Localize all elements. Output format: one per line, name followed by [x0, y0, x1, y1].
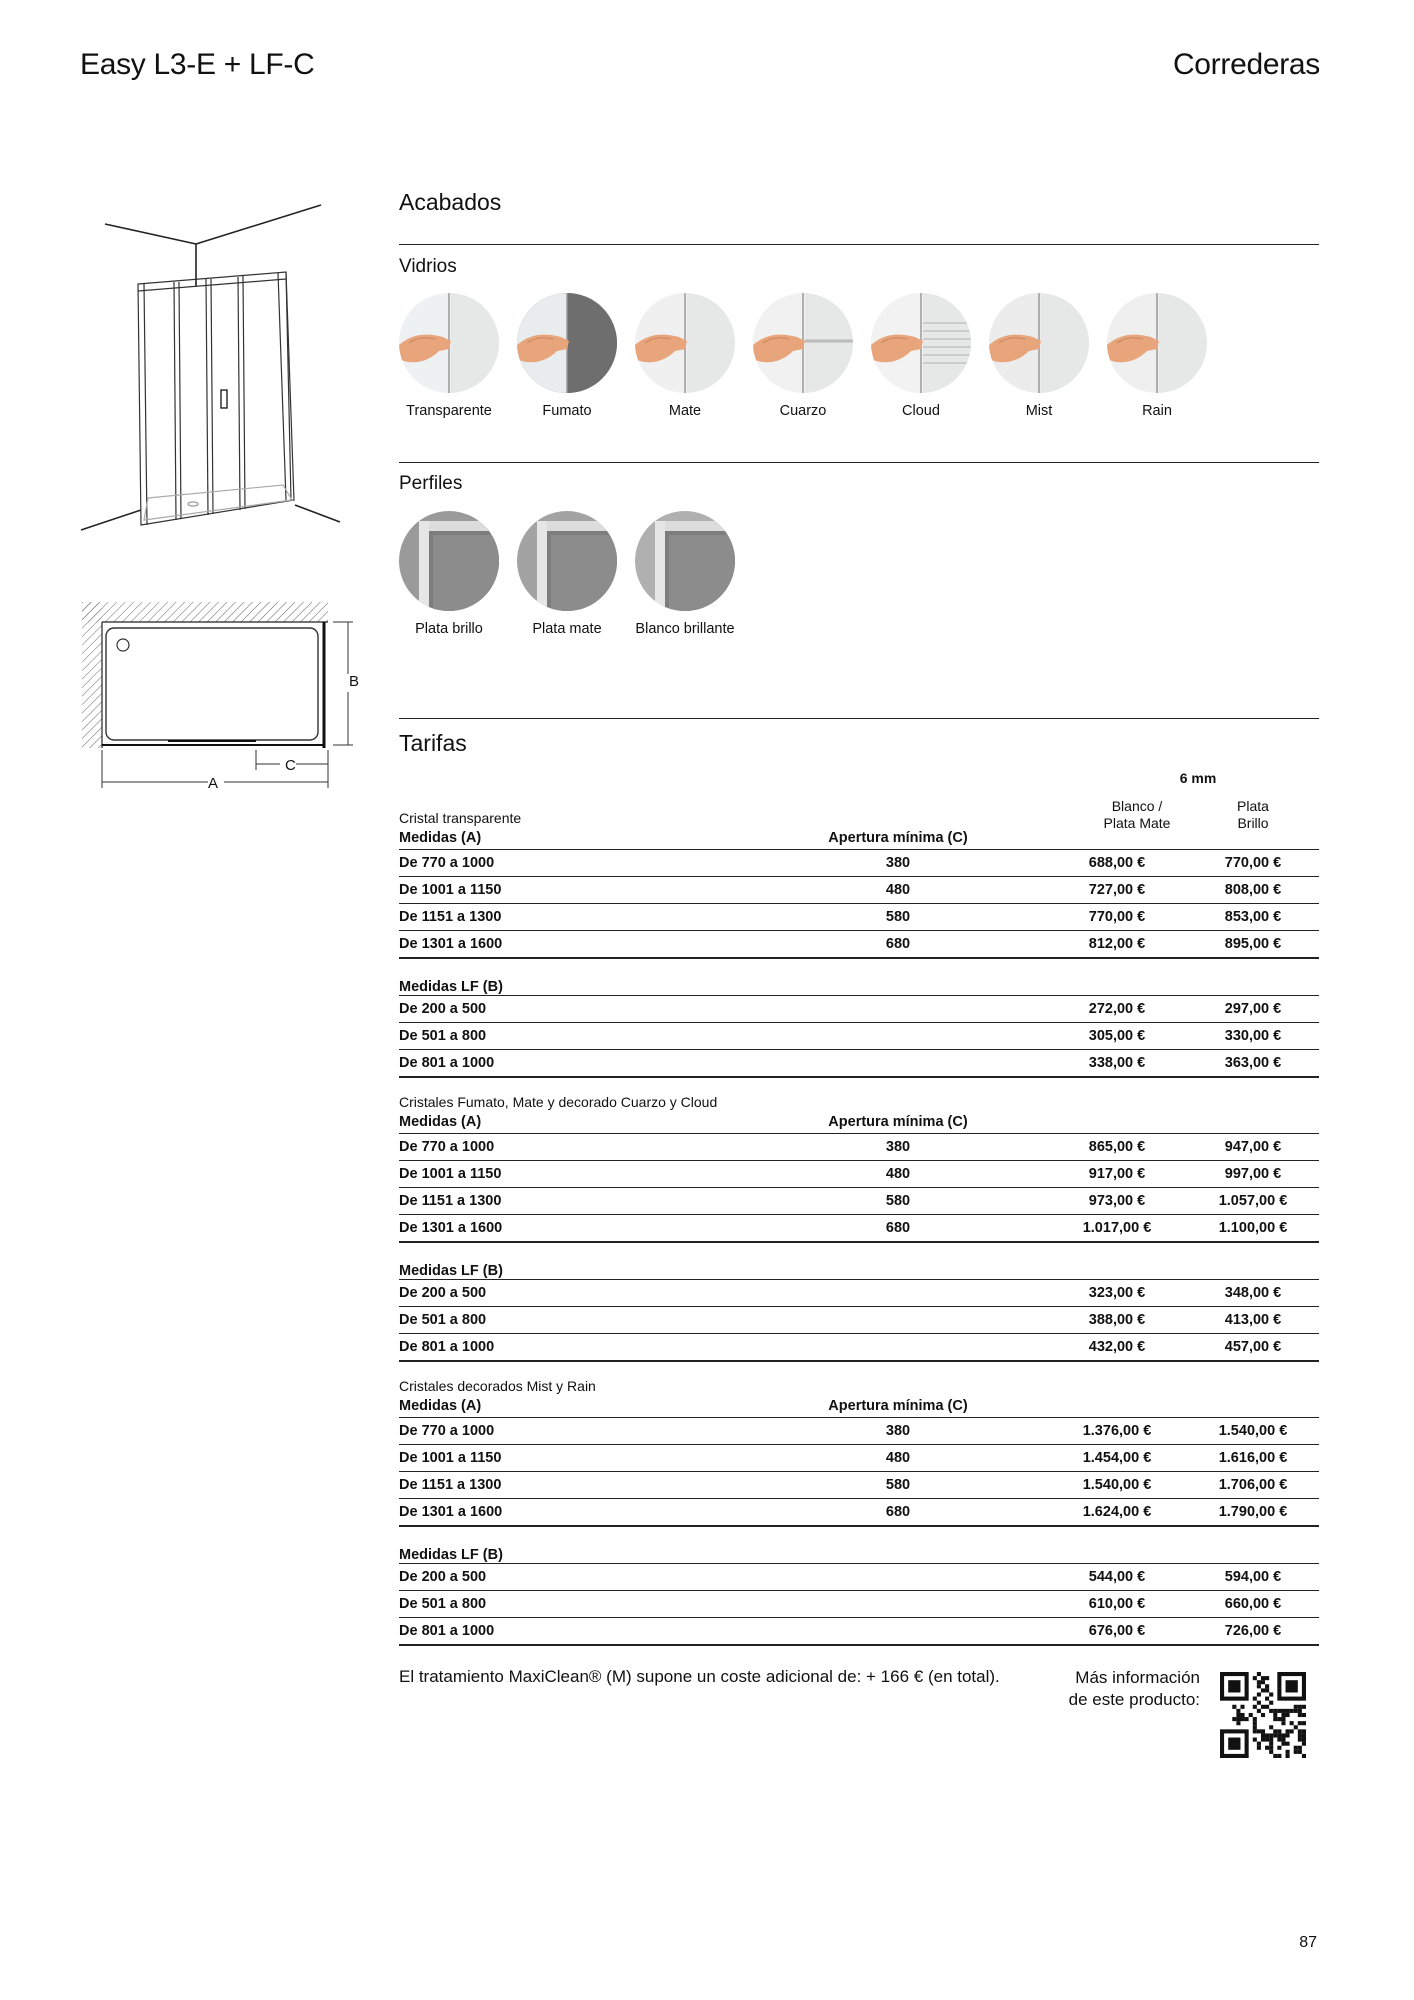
glass-swatch[interactable]	[753, 293, 853, 393]
price-finish2-cell: 1.057,00 €	[1187, 1188, 1319, 1215]
opening-cell: 580	[749, 1472, 1047, 1499]
glass-swatch[interactable]	[399, 293, 499, 393]
glass-swatch-label: Cuarzo	[779, 403, 827, 419]
price-finish2-cell: 413,00 €	[1187, 1307, 1319, 1334]
price-finish2-cell: 808,00 €	[1187, 877, 1319, 904]
price-finish1-cell: 388,00 €	[1047, 1307, 1187, 1334]
range-cell: De 1151 a 1300	[399, 904, 749, 931]
lf-measure-header: Medidas LF (B)	[399, 1242, 1319, 1280]
empty-cell	[749, 1280, 1047, 1307]
maxiclean-note: El tratamiento MaxiClean® (M) supone un coste adicional de: + 166 € (en total).	[399, 1667, 1000, 1686]
table-row	[399, 1472, 1319, 1499]
range-cell: De 1151 a 1300	[399, 1188, 749, 1215]
price-finish1-cell: 812,00 €	[1047, 931, 1187, 959]
table-row	[399, 904, 1319, 931]
table-row	[399, 1023, 1319, 1050]
price-finish1-cell: 688,00 €	[1047, 850, 1187, 877]
opening-cell: 380	[749, 1134, 1047, 1161]
price-finish1-cell: 544,00 €	[1047, 1564, 1187, 1591]
glass-swatch[interactable]	[871, 293, 971, 393]
profile-swatch-label: Plata mate	[532, 621, 602, 637]
price-finish2-cell: 297,00 €	[1187, 996, 1319, 1023]
profiles-title: Perfiles	[399, 473, 463, 494]
more-info-line2: de este producto:	[1068, 1690, 1200, 1709]
glass-swatch[interactable]	[517, 293, 617, 393]
opening-cell: 480	[749, 877, 1047, 904]
price-finish2-cell: 594,00 €	[1187, 1564, 1319, 1591]
profile-swatch[interactable]	[635, 511, 735, 611]
finish1-header-line1: Blanco /	[1111, 798, 1163, 814]
price-finish1-cell: 338,00 €	[1047, 1050, 1187, 1078]
opening-cell: 480	[749, 1445, 1047, 1472]
empty-cell	[749, 1050, 1047, 1078]
empty-header	[1187, 1394, 1319, 1418]
price-finish1-cell: 1.376,00 €	[1047, 1418, 1187, 1445]
price-finish1-cell: 323,00 €	[1047, 1280, 1187, 1307]
finishes-title: Acabados	[399, 189, 502, 215]
qr-code-icon[interactable]	[1220, 1672, 1306, 1758]
range-cell: De 801 a 1000	[399, 1334, 749, 1362]
price-finish1-cell: 610,00 €	[1047, 1591, 1187, 1618]
price-finish2-cell: 660,00 €	[1187, 1591, 1319, 1618]
price-finish2-cell: 853,00 €	[1187, 904, 1319, 931]
more-info-line1: Más información	[1075, 1668, 1200, 1687]
glass-swatch[interactable]	[1107, 293, 1207, 393]
price-finish1-cell: 676,00 €	[1047, 1618, 1187, 1646]
dimension-b-label: B	[349, 673, 360, 690]
range-cell: De 1151 a 1300	[399, 1472, 749, 1499]
glass-swatch-label: Mist	[1025, 403, 1053, 419]
price-finish1-cell: 917,00 €	[1047, 1161, 1187, 1188]
price-finish2-cell: 1.100,00 €	[1187, 1215, 1319, 1243]
empty-header	[1187, 826, 1319, 850]
range-cell: De 200 a 500	[399, 1280, 749, 1307]
range-cell: De 1001 a 1150	[399, 1161, 749, 1188]
range-cell: De 501 a 800	[399, 1307, 749, 1334]
range-cell: De 770 a 1000	[399, 1418, 749, 1445]
opening-cell: 680	[749, 1215, 1047, 1243]
opening-header: Apertura mínima (C)	[749, 1394, 1047, 1418]
measure-header: Medidas (A)	[399, 1110, 749, 1134]
range-cell: De 200 a 500	[399, 996, 749, 1023]
range-cell: De 801 a 1000	[399, 1618, 749, 1646]
price-finish1-cell: 1.540,00 €	[1047, 1472, 1187, 1499]
table-row	[399, 1418, 1319, 1445]
glass-group-title-row	[399, 1077, 1319, 1110]
price-finish2-cell: 770,00 €	[1187, 850, 1319, 877]
tariffs-divider	[399, 718, 1319, 719]
price-finish1-cell: 305,00 €	[1047, 1023, 1187, 1050]
table-row	[399, 1564, 1319, 1591]
range-cell: De 1001 a 1150	[399, 877, 749, 904]
price-table	[399, 766, 1319, 1646]
price-finish2-cell: 363,00 €	[1187, 1050, 1319, 1078]
range-cell: De 801 a 1000	[399, 1050, 749, 1078]
opening-cell: 680	[749, 1499, 1047, 1527]
table-row	[399, 1591, 1319, 1618]
table-row	[399, 1307, 1319, 1334]
glass-title: Vidrios	[399, 256, 457, 277]
profile-swatch-label: Plata brillo	[415, 621, 483, 637]
opening-cell: 680	[749, 931, 1047, 959]
thickness-label: 6 mm	[1179, 770, 1217, 786]
glass-swatch-label: Rain	[1142, 403, 1172, 419]
opening-cell: 380	[749, 850, 1047, 877]
shower-perspective-drawing	[78, 200, 348, 540]
glass-swatch[interactable]	[989, 293, 1089, 393]
glass-group-title: Cristales Fumato, Mate y decorado Cuarzo y Cloud	[399, 1094, 718, 1110]
price-finish2-cell: 726,00 €	[1187, 1618, 1319, 1646]
price-finish1-cell: 1.454,00 €	[1047, 1445, 1187, 1472]
measure-header: Medidas (A)	[399, 1394, 749, 1418]
finishes-divider	[399, 244, 1319, 245]
lf-header-row	[399, 958, 1319, 996]
opening-header: Apertura mínima (C)	[749, 1110, 1047, 1134]
table-row	[399, 1618, 1319, 1646]
group-header-row	[399, 826, 1319, 850]
opening-cell: 580	[749, 904, 1047, 931]
finish2-header-line1: Plata	[1237, 798, 1269, 814]
empty-cell	[749, 1334, 1047, 1362]
empty-cell	[749, 1307, 1047, 1334]
range-cell: De 1301 a 1600	[399, 1215, 749, 1243]
table-row	[399, 996, 1319, 1023]
price-finish2-cell: 1.790,00 €	[1187, 1499, 1319, 1527]
range-cell: De 1301 a 1600	[399, 931, 749, 959]
glass-swatch-label: Cloud	[902, 403, 940, 419]
finish2-header-line2: Brillo	[1237, 815, 1269, 831]
price-finish2-cell: 348,00 €	[1187, 1280, 1319, 1307]
product-title: Easy L3-E + LF-C	[80, 48, 315, 81]
profile-swatch[interactable]	[517, 511, 617, 611]
price-finish1-cell: 272,00 €	[1047, 996, 1187, 1023]
lf-measure-header: Medidas LF (B)	[399, 958, 1319, 996]
price-finish1-cell: 865,00 €	[1047, 1134, 1187, 1161]
empty-cell	[749, 1591, 1047, 1618]
lf-measure-header: Medidas LF (B)	[399, 1526, 1319, 1564]
table-row	[399, 931, 1319, 959]
more-info-text	[1040, 1667, 1200, 1711]
empty-cell	[749, 1618, 1047, 1646]
glass-swatch-label: Fumato	[542, 403, 592, 419]
dimension-c-label: C	[285, 757, 296, 774]
empty-cell	[749, 996, 1047, 1023]
dimension-a-label: A	[208, 775, 219, 792]
empty-cell	[749, 1023, 1047, 1050]
table-row	[399, 1134, 1319, 1161]
profile-swatch[interactable]	[399, 511, 499, 611]
table-row	[399, 1499, 1319, 1527]
range-cell: De 200 a 500	[399, 1564, 749, 1591]
price-finish1-cell: 1.624,00 €	[1047, 1499, 1187, 1527]
glass-swatch-label: Transparente	[406, 403, 492, 419]
profiles-divider	[399, 462, 1319, 463]
table-row	[399, 1445, 1319, 1472]
price-finish1-cell: 973,00 €	[1047, 1188, 1187, 1215]
price-finish1-cell: 770,00 €	[1047, 904, 1187, 931]
measure-header: Medidas (A)	[399, 826, 749, 850]
page-number: 87	[1299, 1934, 1317, 1951]
tariffs-title: Tarifas	[399, 730, 467, 756]
table-row	[399, 1334, 1319, 1362]
price-finish1-cell: 432,00 €	[1047, 1334, 1187, 1362]
empty-header	[1047, 1394, 1187, 1418]
range-cell: De 770 a 1000	[399, 1134, 749, 1161]
glass-swatch[interactable]	[635, 293, 735, 393]
range-cell: De 1001 a 1150	[399, 1445, 749, 1472]
range-cell: De 770 a 1000	[399, 850, 749, 877]
table-row	[399, 877, 1319, 904]
price-finish2-cell: 997,00 €	[1187, 1161, 1319, 1188]
range-cell: De 501 a 800	[399, 1591, 749, 1618]
price-finish2-cell: 1.616,00 €	[1187, 1445, 1319, 1472]
table-row	[399, 1188, 1319, 1215]
glass-group-title: Cristales decorados Mist y Rain	[399, 1378, 596, 1394]
finish1-header-line2: Plata Mate	[1103, 815, 1171, 831]
opening-cell: 580	[749, 1188, 1047, 1215]
table-row	[399, 1215, 1319, 1243]
table-row	[399, 1050, 1319, 1078]
glass-group-title-row	[399, 1361, 1319, 1394]
opening-cell: 380	[749, 1418, 1047, 1445]
price-finish2-cell: 457,00 €	[1187, 1334, 1319, 1362]
group-header-row	[399, 1394, 1319, 1418]
price-finish2-cell: 1.540,00 €	[1187, 1418, 1319, 1445]
table-row	[399, 850, 1319, 877]
range-cell: De 1301 a 1600	[399, 1499, 749, 1527]
profile-swatch-label: Blanco brillante	[635, 621, 735, 637]
lf-header-row	[399, 1242, 1319, 1280]
price-finish2-cell: 895,00 €	[1187, 931, 1319, 959]
opening-header: Apertura mínima (C)	[749, 826, 1047, 850]
table-row	[399, 1161, 1319, 1188]
price-finish2-cell: 1.706,00 €	[1187, 1472, 1319, 1499]
group-header-row	[399, 1110, 1319, 1134]
empty-header	[1047, 826, 1187, 850]
lf-header-row	[399, 1526, 1319, 1564]
category-title: Correderas	[1172, 48, 1320, 81]
opening-cell: 480	[749, 1161, 1047, 1188]
glass-swatch-label: Mate	[668, 403, 702, 419]
range-cell: De 501 a 800	[399, 1023, 749, 1050]
glass-group-title: Cristal transparente	[399, 810, 522, 826]
empty-header	[1047, 1110, 1187, 1134]
price-finish2-cell: 947,00 €	[1187, 1134, 1319, 1161]
empty-cell	[749, 1564, 1047, 1591]
empty-header	[1187, 1110, 1319, 1134]
table-row	[399, 1280, 1319, 1307]
price-finish2-cell: 330,00 €	[1187, 1023, 1319, 1050]
price-finish1-cell: 727,00 €	[1047, 877, 1187, 904]
glass-group-title-row	[399, 766, 1319, 826]
shower-plan-drawing	[78, 598, 368, 798]
price-finish1-cell: 1.017,00 €	[1047, 1215, 1187, 1243]
